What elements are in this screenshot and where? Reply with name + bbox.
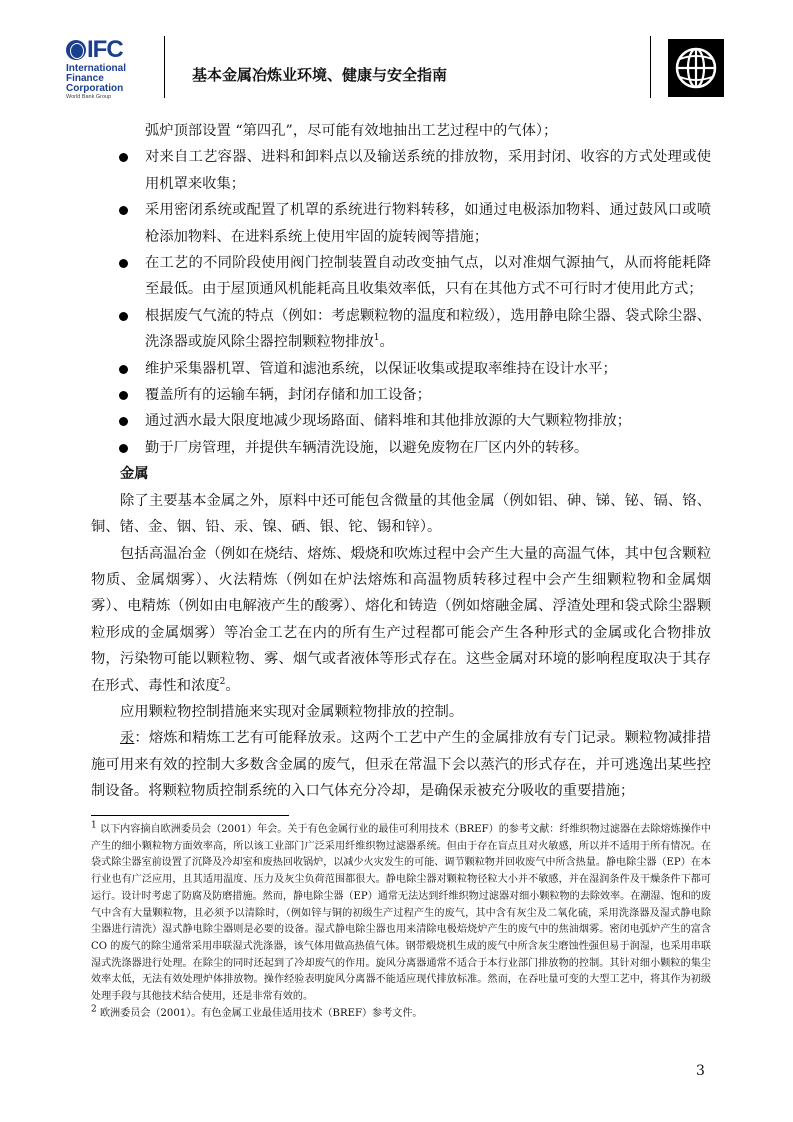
continued-line: 弧炉顶部设置 “第四孔”，尽可能有效地抽出工艺过程中的气体）； <box>145 123 558 139</box>
list-item: 采用密闭系统或配置了机罩的系统进行物料转移，如通过电极添加物料、通过鼓风口或喷枪添加物料、在进料系统上使用牢固的旋转阀等措施； <box>91 197 711 250</box>
footnote-2: $^2$ 欧洲委员会（2001）。有色金属工业最佳适用技术（BREF）参考文件。 <box>91 1004 423 1019</box>
footnote-separator <box>91 815 289 816</box>
page-number: 3 <box>696 1063 705 1079</box>
ifc-logo-subtitle: World Bank Group <box>66 94 112 100</box>
bullet-icon <box>119 365 128 374</box>
list-item: 根据废气气流的特点（例如：考虑颗粒物的温度和粒级），选用静电除尘器、袋式除尘器、洗涤器或旋风除尘器控制颗粒物排放$^1$。 <box>91 303 711 356</box>
bullet-icon <box>119 312 128 321</box>
footnote-1: $^1$ 以下内容摘自欧洲委员会（2001）年会。关于有色金属行业的最佳可利用技术（BREF）的参考文献：纤维织物过滤器在去除熔炼操作中产生的细小颗粒物方面效率高，所以该工业部门广泛采用纤维织物过滤器系统。但由于存在盲点且对火敏感，所以并不适用于所有情况。在袋式除尘器室前设置了沉降及冷却室和废热回收锅炉，以减少火灾发生的可能、调节颗粒物并回收废气中所含热量。静电除尘器（EP）在本行业也有广泛应用，且其适用温度、压力及灰尘负荷范围都很大。静电除尘器对颗粒物径粒大小并不敏感，并在湿润条件及干燥条件下都可运行。设计时考虑了防腐及防磨措施。然而，静电除尘器（EP）通常无法达到纤维织物过滤器对细小颗粒物的去除效率。在潮湿、饱和的废气中含有大量颗粒物，且必须予以清除时，（例如锌与铜的初级生产过程产生的废气，其中含有灰尘及二氧化硫，采用洗涤器及湿式静电除尘器进行清洗）湿式静电除尘器则是必要的设备。湿式静电除尘器也用来清除电极焙烧炉产生的废气中的焦油烟雾。密闭电弧炉产生的富含 CO 的废气的除尘通常采用串联湿式洗涤器，该气体用做高热值气体。钢带煅烧机生成的废气中所含灰尘磨蚀性强但易于润湿，也采用串联湿式洗涤器进行处理。在除尘的同时还起到了冷却废气的作用。旋风分离器通常不适合于本行业部门排放物的控制。其针对细小颗粒的集尘效率太低，无法有效处理炉体排放物。操作经验表明旋风分离器不能适应现代排放标准。然而，在吞吐量可变的大型工艺中，将其作为初级处理手段与其他技术结合使用，还是非常有效的。 <box>91 820 711 1003</box>
list-item: 维护采集器机罩、管道和滤池系统，以保证收集或提取率维持在设计水平； <box>91 356 711 382</box>
ifc-logo-mark: IFC <box>87 36 123 63</box>
header-divider-right <box>650 36 651 98</box>
list-item: 覆盖所有的运输车辆，封闭存储和加工设备； <box>91 382 711 408</box>
footnote-ref[interactable]: 1 <box>373 333 380 344</box>
section-heading-metals: 金属 <box>120 466 149 483</box>
main-text <box>91 118 711 805</box>
ifc-logo-line: Finance <box>66 73 104 84</box>
ifc-logo <box>66 38 144 98</box>
mercury-label: 汞 <box>120 730 135 747</box>
ifc-logo-line: Corporation <box>66 83 124 94</box>
paragraph: 应用颗粒物控制措施来实现对金属颗粒物排放的控制。 <box>120 703 464 720</box>
paragraph: 包括高温冶金（例如在烧结、熔炼、煅烧和吹炼过程中会产生大量的高温气体，其中包含颗粒物质、金属烟雾）、火法精炼（例如在炉法熔炼和高温物质转移过程中会产生细颗粒物和金属烟雾）、电精炼（例如由电解液产生的酸雾）、熔化和铸造（例如熔融金属、浮渣处理和袋式除尘器颗粒形成的金属烟雾）等冶金工艺在内的所有生产过程都可能会产生各种形式的金属或化合物排放物，污染物可能以颗粒物、雾、烟气或者液体等形式存在。这些金属对环境的影响程度取决于其存在形式、毒性和浓度$^2$。 <box>91 545 711 694</box>
bullet-icon <box>119 259 128 268</box>
footnotes <box>91 822 711 1022</box>
list-item: 对来自工艺容器、进料和卸料点以及输送系统的排放物，采用封闭、收容的方式处理或使用机罩来收集； <box>91 144 711 197</box>
bullet-icon <box>119 417 128 426</box>
page-header <box>0 0 793 110</box>
paragraph: 汞：熔炼和精炼工艺有可能释放汞。这两个工艺中产生的金属排放有专门记录。颗粒物减排措施可用来有效的控制大多数含金属的废气，但汞在常温下会以蒸汽的形式存在，并可逃逸出某些控制设备。将颗粒物质控制系统的入口气体充分冷却，是确保汞被充分吸收的重要措施； <box>91 730 711 800</box>
globe-icon <box>66 40 86 60</box>
list-item: 勤于厂房管理，并提供车辆清洗设施，以避免废物在厂区内外的转移。 <box>91 435 711 461</box>
list-item: 通过洒水最大限度地减少现场路面、储料堆和其他排放源的大气颗粒物排放； <box>91 408 711 434</box>
ifc-logo-line: International <box>66 63 127 74</box>
document-title: 基本金属冶炼业环境、健康与安全指南 <box>192 66 448 84</box>
bullet-icon <box>119 153 128 162</box>
bullet-list <box>91 144 711 461</box>
bullet-icon <box>119 444 128 453</box>
world-bank-logo <box>668 39 724 97</box>
header-divider-left <box>164 36 165 98</box>
world-bank-globe-icon <box>668 39 724 97</box>
bullet-icon <box>119 391 128 400</box>
paragraph: 除了主要基本金属之外，原料中还可能包含微量的其他金属（例如铝、砷、锑、铋、镉、铬、铜、锗、金、铟、铅、汞、镍、硒、银、铊、锡和锌）。 <box>91 492 711 536</box>
bullet-icon <box>119 206 128 215</box>
list-item: 在工艺的不同阶段使用阀门控制装置自动改变抽气点，以对准烟气源抽气，从而将能耗降至最低。由于屋顶通风机能耗高且收集效率低，只有在其他方式不可行时才使用此方式； <box>91 250 711 303</box>
footnote-ref[interactable]: 2 <box>219 676 226 687</box>
